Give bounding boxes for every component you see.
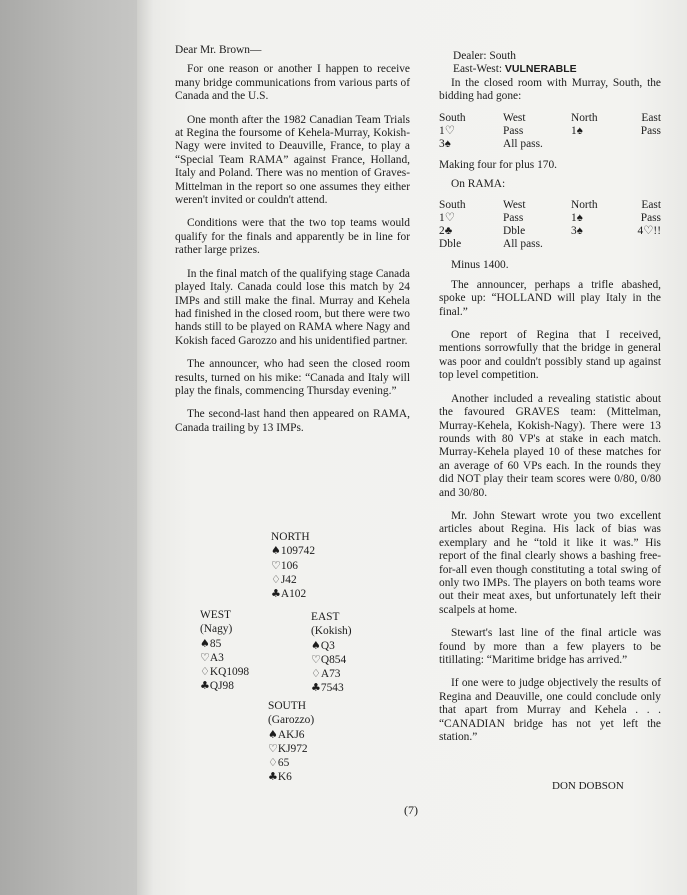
clubs-holding: ♣QJ98: [200, 679, 234, 693]
diamonds-holding: ♢KQ1098: [200, 665, 250, 679]
bid-cell: All pass.: [503, 238, 543, 251]
bid-row: [439, 225, 661, 238]
spades-holding: ♠109742: [271, 544, 316, 558]
paragraph: For one reason or another I happen to receive many bridge communications from various parts of Canada and the U.S.: [175, 63, 410, 103]
bid-header: South: [439, 111, 466, 124]
spade-icon: ♠: [311, 638, 321, 652]
bid-cell: All pass.: [503, 137, 543, 150]
heart-icon: ♡: [271, 558, 281, 572]
bid-header: West: [503, 111, 526, 124]
bid-row: [439, 125, 661, 138]
bid-cell: [629, 138, 661, 151]
hearts-holding: ♡Q854: [311, 652, 347, 666]
paragraph: In the final match of the qualifying stage Canada played Italy. Canada could lose this match by 24 IMPs and still make the final. Murray and Kehela had finished in the closed room, but there were two hands still to be played on RAMA where Nagy and Kokish faced Garozzo and his unidentified partner.: [175, 267, 410, 347]
bid-cell: 2♣: [439, 225, 453, 238]
diamonds-holding: ♢J42: [271, 572, 297, 586]
dealer-line: Dealer: South: [453, 50, 516, 62]
club-icon: ♣: [311, 681, 321, 695]
diamond-icon: ♢: [311, 667, 321, 681]
bid-row: [439, 212, 661, 225]
hearts-holding: ♡KJ972: [268, 741, 308, 755]
bid-header: South: [439, 199, 466, 212]
bid-cell: 3♠: [439, 137, 451, 150]
club-icon: ♣: [271, 587, 281, 601]
diamonds-holding: ♢A73: [311, 667, 341, 681]
spades-holding: ♠AKJ6: [268, 727, 305, 741]
diamond-icon: ♢: [271, 572, 281, 586]
north-hand: [271, 530, 315, 601]
bid-cell: 3♠: [571, 225, 583, 238]
vulnerable-label: VULNERABLE: [504, 63, 577, 76]
bid-cell: [571, 238, 629, 251]
club-icon: ♣: [268, 770, 278, 784]
west-hand: [200, 608, 249, 694]
bid-cell: Pass: [640, 124, 661, 137]
right-column: [439, 50, 661, 744]
bid-cell: Pass: [503, 124, 524, 137]
bid-cell: Pass: [640, 212, 661, 225]
bid-header: North: [571, 111, 598, 124]
bid-cell: Dble: [503, 225, 526, 238]
hand-label: NORTH: [271, 531, 310, 543]
bid-cell: Pass: [503, 212, 524, 225]
rama-result: Minus 1400.: [451, 259, 509, 272]
bid-cell: 4♡!!: [637, 225, 661, 238]
bid-header-row: [439, 199, 661, 212]
bid-row: [439, 238, 661, 251]
bid-cell: Dble: [439, 238, 462, 251]
bid-cell: [571, 138, 629, 151]
bid-cell: 1♠: [571, 212, 583, 225]
diamonds-holding: ♢65: [268, 756, 290, 770]
hand-label: EAST: [311, 611, 340, 623]
salutation: Dear Mr. Brown—: [175, 44, 262, 56]
heart-icon: ♡: [268, 741, 278, 755]
east-hand: [311, 610, 352, 696]
spades-holding: ♠Q3: [311, 638, 335, 652]
clubs-holding: ♣K6: [268, 770, 292, 784]
player-name: (Nagy): [200, 623, 233, 636]
paragraph: If one were to judge objectively the results of Regina and Deauville, one could conclude only that apart from Murray and Kehela . . . “CANADIAN bridge has not yet left the station.”: [439, 677, 661, 744]
hand-label: SOUTH: [268, 700, 306, 712]
clubs-holding: ♣7543: [311, 681, 344, 695]
paragraph: One month after the 1982 Canadian Team Trials at Regina the foursome of Kehela-Murray, Kokish-Nagy were invited to Deauville, France, to play a “Special Team RAMA” against France, Holland, Italy and Poland. There was no mention of Graves-Mittelman in the report so one assumes they either weren't invited or couldn't attend.: [175, 113, 410, 207]
player-name: (Garozzo): [268, 714, 315, 727]
bid-cell: 1♡: [439, 212, 455, 225]
spade-icon: ♠: [271, 544, 281, 558]
paragraph: The announcer, perhaps a trifle abashed, spoke up: “HOLLAND will play Italy in the final.”: [439, 278, 661, 318]
hand-label: WEST: [200, 609, 232, 621]
spades-holding: ♠85: [200, 636, 222, 650]
author-signature: DON DOBSON: [552, 780, 624, 792]
clubs-holding: ♣A102: [271, 587, 307, 601]
paragraph: Conditions were that the two top teams would qualify for the finals and apparently be in line for rather large prizes.: [175, 217, 410, 257]
page-shadow-edge: [0, 0, 137, 895]
spade-icon: ♠: [200, 636, 210, 650]
closed-room-intro: In the closed room with Murray, South, the bidding had gone:: [439, 76, 661, 103]
bid-header-row: [439, 112, 661, 125]
paragraph: One report of Regina that I received, mentions sorrowfully that the bridge in general was poor and couldn't possibly stand up against top level competition.: [439, 329, 661, 382]
closed-room-bidding-table: [439, 112, 661, 151]
page-number: (7): [404, 803, 418, 817]
heart-icon: ♡: [311, 652, 321, 666]
bid-cell: 1♠: [571, 124, 583, 137]
bid-cell: [629, 238, 661, 251]
spade-icon: ♠: [268, 727, 278, 741]
paragraph: Mr. John Stewart wrote you two excellent articles about Regina. His lack of bias was exemplary and he “told it like it was.” His report of the final clearly shows a bashing free-for-all even though constituting a total swing of only two IMPs. The players on both teams wore out their meat axes, but unfortunately left their scalpels at home.: [439, 509, 661, 616]
bid-header: East: [641, 199, 661, 212]
closed-room-result: Making four for plus 170.: [439, 158, 558, 171]
bid-header: East: [641, 111, 661, 124]
club-icon: ♣: [200, 679, 210, 693]
paragraph: The announcer, who had seen the closed room results, turned on his mike: “Canada and Italy will play the finals, commencing Thursday evening.”: [175, 358, 410, 397]
paragraph: The second-last hand then appeared on RAMA, Canada trailing by 13 IMPs.: [175, 408, 410, 434]
vulnerability-line: East-West: VULNERABLE: [453, 63, 577, 76]
hearts-holding: ♡A3: [200, 650, 224, 664]
player-name: (Kokish): [311, 625, 352, 638]
bid-cell: 1♡: [439, 124, 455, 137]
hearts-holding: ♡106: [271, 558, 298, 572]
diamond-icon: ♢: [200, 665, 210, 679]
paragraph: Stewart's last line of the final article was found by more than a few players to be titillating: “Maritime bridge has arrived.”: [439, 627, 661, 666]
rama-bidding-table: [439, 199, 661, 251]
bid-header: West: [503, 199, 526, 212]
rama-intro: On RAMA:: [451, 178, 506, 191]
bid-row: [439, 138, 661, 151]
paragraph: Another included a revealing statistic about the favoured GRAVES team: (Mittelman, Murray-Kehela, Kokish-Nagy). There were 13 rounds with 80 VP's at stake in each match. Murray-Kehela played 10 of these matches for an average of 60 VPs each. In the rounds they did NOT play their team scores were 0/80, 0/80 and 30/80.: [439, 392, 661, 499]
bid-header: North: [571, 199, 598, 212]
left-column: [175, 44, 410, 435]
diamond-icon: ♢: [268, 756, 278, 770]
south-hand: [268, 699, 314, 785]
heart-icon: ♡: [200, 650, 210, 664]
